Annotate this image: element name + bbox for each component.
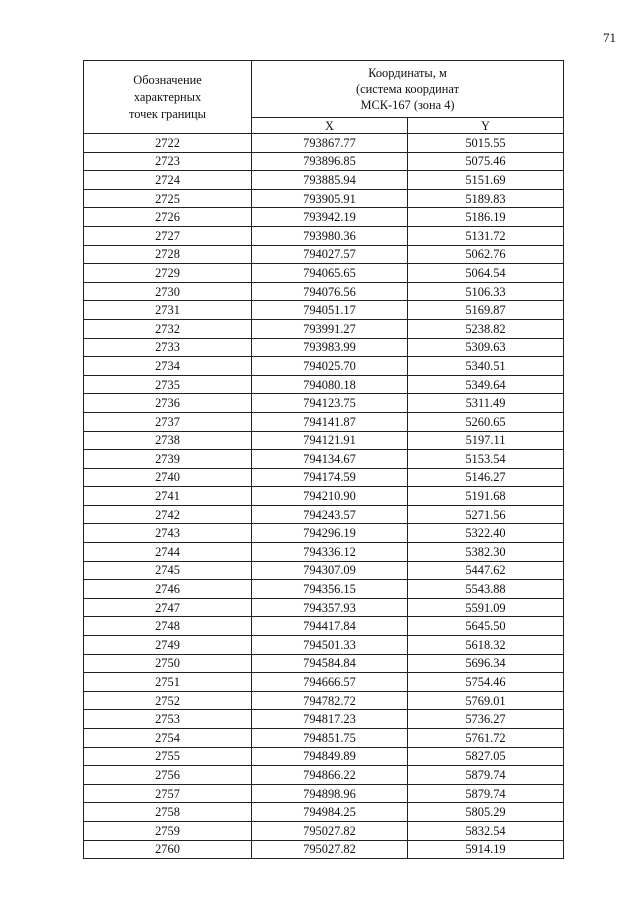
point-id-cell: 2749 <box>84 636 252 655</box>
table-row <box>84 357 564 376</box>
x-coordinate-cell: 794984.25 <box>252 803 408 822</box>
y-coordinate-cell: 5106.33 <box>408 282 564 301</box>
x-coordinate-cell: 794356.15 <box>252 580 408 599</box>
table-row <box>84 598 564 617</box>
table-row <box>84 784 564 803</box>
table-row <box>84 654 564 673</box>
y-coordinate-cell: 5189.83 <box>408 189 564 208</box>
point-id-cell: 2742 <box>84 505 252 524</box>
table-header <box>84 61 564 134</box>
x-coordinate-cell: 794849.89 <box>252 747 408 766</box>
table-row <box>84 636 564 655</box>
y-coordinate-cell: 5260.65 <box>408 412 564 431</box>
x-coordinate-cell: 794210.90 <box>252 487 408 506</box>
point-designation-header: Обозначение характерных точек границы <box>84 61 252 134</box>
x-coordinate-cell: 794898.96 <box>252 784 408 803</box>
table-row <box>84 431 564 450</box>
point-id-cell: 2732 <box>84 319 252 338</box>
point-id-cell: 2729 <box>84 264 252 283</box>
table-row <box>84 245 564 264</box>
point-id-cell: 2760 <box>84 840 252 859</box>
y-coordinate-cell: 5186.19 <box>408 208 564 227</box>
x-coordinate-cell: 793896.85 <box>252 152 408 171</box>
y-coordinate-cell: 5309.63 <box>408 338 564 357</box>
y-coordinate-cell: 5075.46 <box>408 152 564 171</box>
x-coordinate-cell: 794501.33 <box>252 636 408 655</box>
table-row <box>84 524 564 543</box>
y-coordinate-cell: 5169.87 <box>408 301 564 320</box>
table-row <box>84 319 564 338</box>
y-coordinate-cell: 5769.01 <box>408 691 564 710</box>
y-coordinate-cell: 5879.74 <box>408 766 564 785</box>
coordinates-group-header: Координаты, м (система координат МСК-167 (зона 4) <box>252 61 564 118</box>
point-id-cell: 2739 <box>84 450 252 469</box>
x-coordinate-cell: 794134.67 <box>252 450 408 469</box>
table-row <box>84 375 564 394</box>
y-column-header: Y <box>408 118 564 134</box>
point-id-cell: 2751 <box>84 673 252 692</box>
x-coordinate-cell: 794866.22 <box>252 766 408 785</box>
point-id-cell: 2722 <box>84 134 252 153</box>
coordinates-table <box>83 60 564 859</box>
point-id-cell: 2734 <box>84 357 252 376</box>
x-coordinate-cell: 794357.93 <box>252 598 408 617</box>
x-coordinate-cell: 793991.27 <box>252 319 408 338</box>
table-row <box>84 134 564 153</box>
table-row <box>84 189 564 208</box>
point-id-cell: 2747 <box>84 598 252 617</box>
table-row <box>84 691 564 710</box>
y-coordinate-cell: 5322.40 <box>408 524 564 543</box>
x-coordinate-cell: 794076.56 <box>252 282 408 301</box>
point-id-cell: 2752 <box>84 691 252 710</box>
point-id-cell: 2756 <box>84 766 252 785</box>
x-coordinate-cell: 794065.65 <box>252 264 408 283</box>
y-coordinate-cell: 5754.46 <box>408 673 564 692</box>
table-row <box>84 264 564 283</box>
point-id-cell: 2748 <box>84 617 252 636</box>
table-row <box>84 543 564 562</box>
x-coordinate-cell: 793983.99 <box>252 338 408 357</box>
x-coordinate-cell: 794243.57 <box>252 505 408 524</box>
x-coordinate-cell: 793942.19 <box>252 208 408 227</box>
y-coordinate-cell: 5696.34 <box>408 654 564 673</box>
point-id-cell: 2750 <box>84 654 252 673</box>
x-coordinate-cell: 794080.18 <box>252 375 408 394</box>
y-coordinate-cell: 5238.82 <box>408 319 564 338</box>
y-coordinate-cell: 5131.72 <box>408 226 564 245</box>
y-coordinate-cell: 5271.56 <box>408 505 564 524</box>
table-row <box>84 152 564 171</box>
table-row <box>84 282 564 301</box>
point-id-cell: 2755 <box>84 747 252 766</box>
table-body <box>84 134 564 859</box>
table-row <box>84 208 564 227</box>
y-coordinate-cell: 5064.54 <box>408 264 564 283</box>
x-coordinate-cell: 794174.59 <box>252 468 408 487</box>
x-coordinate-cell: 794336.12 <box>252 543 408 562</box>
y-coordinate-cell: 5736.27 <box>408 710 564 729</box>
point-id-cell: 2746 <box>84 580 252 599</box>
y-coordinate-cell: 5914.19 <box>408 840 564 859</box>
table-row <box>84 394 564 413</box>
point-id-cell: 2738 <box>84 431 252 450</box>
page-number: 71 <box>603 30 616 45</box>
y-coordinate-cell: 5062.76 <box>408 245 564 264</box>
y-coordinate-cell: 5618.32 <box>408 636 564 655</box>
y-coordinate-cell: 5543.88 <box>408 580 564 599</box>
x-coordinate-cell: 794121.91 <box>252 431 408 450</box>
y-coordinate-cell: 5805.29 <box>408 803 564 822</box>
x-coordinate-cell: 794296.19 <box>252 524 408 543</box>
table-row <box>84 487 564 506</box>
x-coordinate-cell: 793885.94 <box>252 171 408 190</box>
point-id-cell: 2754 <box>84 729 252 748</box>
table-row <box>84 617 564 636</box>
y-coordinate-cell: 5340.51 <box>408 357 564 376</box>
y-coordinate-cell: 5197.11 <box>408 431 564 450</box>
point-id-cell: 2726 <box>84 208 252 227</box>
x-coordinate-cell: 794666.57 <box>252 673 408 692</box>
point-id-cell: 2728 <box>84 245 252 264</box>
x-coordinate-cell: 793980.36 <box>252 226 408 245</box>
y-coordinate-cell: 5191.68 <box>408 487 564 506</box>
point-id-cell: 2753 <box>84 710 252 729</box>
point-id-cell: 2733 <box>84 338 252 357</box>
x-coordinate-cell: 794025.70 <box>252 357 408 376</box>
y-coordinate-cell: 5645.50 <box>408 617 564 636</box>
point-id-cell: 2730 <box>84 282 252 301</box>
table-row <box>84 710 564 729</box>
x-coordinate-cell: 794782.72 <box>252 691 408 710</box>
table-row <box>84 561 564 580</box>
table-row <box>84 505 564 524</box>
y-coordinate-cell: 5832.54 <box>408 821 564 840</box>
point-id-cell: 2759 <box>84 821 252 840</box>
x-coordinate-cell: 793905.91 <box>252 189 408 208</box>
x-coordinate-cell: 795027.82 <box>252 840 408 859</box>
y-coordinate-cell: 5382.30 <box>408 543 564 562</box>
y-coordinate-cell: 5153.54 <box>408 450 564 469</box>
x-coordinate-cell: 794307.09 <box>252 561 408 580</box>
y-coordinate-cell: 5151.69 <box>408 171 564 190</box>
table-row <box>84 412 564 431</box>
y-coordinate-cell: 5591.09 <box>408 598 564 617</box>
x-coordinate-cell: 794817.23 <box>252 710 408 729</box>
y-coordinate-cell: 5015.55 <box>408 134 564 153</box>
point-id-cell: 2723 <box>84 152 252 171</box>
point-id-cell: 2735 <box>84 375 252 394</box>
point-id-cell: 2745 <box>84 561 252 580</box>
x-column-header: X <box>252 118 408 134</box>
x-coordinate-cell: 794051.17 <box>252 301 408 320</box>
table-row <box>84 747 564 766</box>
x-coordinate-cell: 794851.75 <box>252 729 408 748</box>
y-coordinate-cell: 5349.64 <box>408 375 564 394</box>
x-coordinate-cell: 794141.87 <box>252 412 408 431</box>
point-id-cell: 2724 <box>84 171 252 190</box>
table-row <box>84 803 564 822</box>
table-row <box>84 301 564 320</box>
table-row <box>84 673 564 692</box>
y-coordinate-cell: 5311.49 <box>408 394 564 413</box>
point-id-cell: 2740 <box>84 468 252 487</box>
table-row <box>84 729 564 748</box>
x-coordinate-cell: 795027.82 <box>252 821 408 840</box>
table-row <box>84 171 564 190</box>
point-id-cell: 2737 <box>84 412 252 431</box>
point-id-cell: 2743 <box>84 524 252 543</box>
x-coordinate-cell: 794027.57 <box>252 245 408 264</box>
table-row <box>84 766 564 785</box>
x-coordinate-cell: 794417.84 <box>252 617 408 636</box>
y-coordinate-cell: 5447.62 <box>408 561 564 580</box>
y-coordinate-cell: 5879.74 <box>408 784 564 803</box>
y-coordinate-cell: 5827.05 <box>408 747 564 766</box>
point-id-cell: 2731 <box>84 301 252 320</box>
point-id-cell: 2744 <box>84 543 252 562</box>
point-id-cell: 2736 <box>84 394 252 413</box>
point-id-cell: 2757 <box>84 784 252 803</box>
table-row <box>84 450 564 469</box>
point-id-cell: 2725 <box>84 189 252 208</box>
table-row <box>84 580 564 599</box>
table-row <box>84 840 564 859</box>
y-coordinate-cell: 5146.27 <box>408 468 564 487</box>
y-coordinate-cell: 5761.72 <box>408 729 564 748</box>
x-coordinate-cell: 794123.75 <box>252 394 408 413</box>
point-id-cell: 2758 <box>84 803 252 822</box>
x-coordinate-cell: 793867.77 <box>252 134 408 153</box>
table-row <box>84 338 564 357</box>
point-id-cell: 2727 <box>84 226 252 245</box>
table-row <box>84 468 564 487</box>
x-coordinate-cell: 794584.84 <box>252 654 408 673</box>
table-row <box>84 226 564 245</box>
table-row <box>84 821 564 840</box>
point-id-cell: 2741 <box>84 487 252 506</box>
